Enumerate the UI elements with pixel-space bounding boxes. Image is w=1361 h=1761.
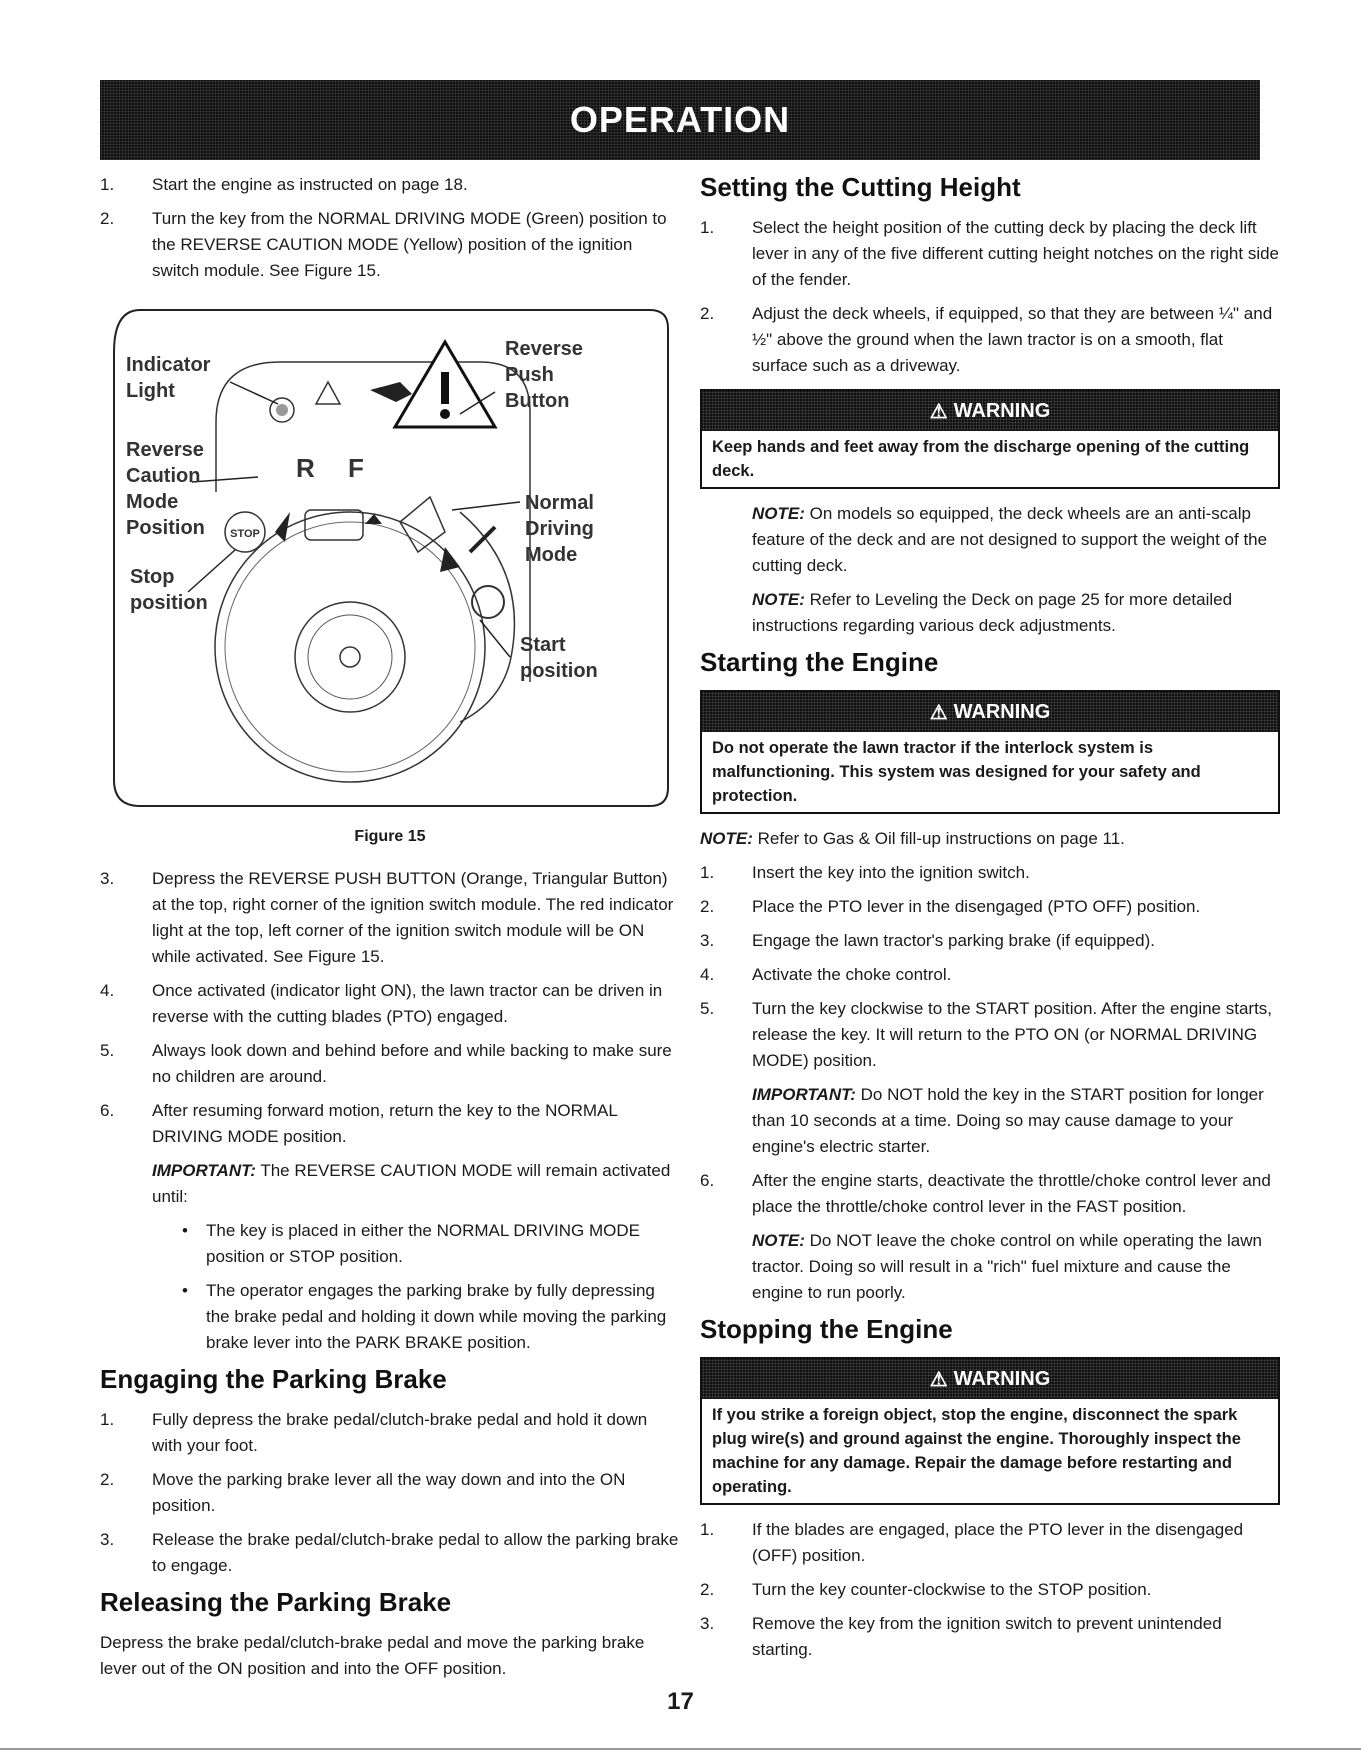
important-note: IMPORTANT: Do NOT hold the key in the START position for longer than 10 seconds at a time. Doing so may cause damage to your engine's electric starter.: [752, 1085, 1264, 1156]
cutting-steps: [700, 215, 1280, 379]
warning-text: Do not operate the lawn tractor if the interlock system is malfunctioning. This system was designed for your safety and protection.: [712, 739, 1201, 805]
list-item: 5. Always look down and behind before and while backing to make sure no children are around.: [100, 1041, 672, 1086]
mower-icon: [305, 510, 363, 540]
reverse-hand-icon: [370, 382, 412, 402]
page-title: OPERATION: [569, 99, 791, 140]
releasing-text: Depress the brake pedal/clutch-brake pedal and move the parking brake lever out of the ON position and into the OFF position.: [100, 1633, 645, 1678]
list-item: 4. Activate the choke control.: [700, 965, 952, 984]
list-item: 6. After resuming forward motion, return the key to the NORMAL DRIVING MODE position.: [100, 1101, 618, 1146]
callout-reverse-push-button: Reverse Push Button: [505, 338, 583, 412]
indicator-light-lens: [276, 404, 288, 416]
list-item: 1. Fully depress the brake pedal/clutch-brake pedal and hold it down with your foot.: [100, 1410, 648, 1455]
leader-normal-driving: [452, 502, 520, 510]
list-item: 1. If the blades are engaged, place the PTO lever in the disengaged (OFF) position.: [700, 1520, 1244, 1565]
list-item: 1. Insert the key into the ignition switch.: [700, 863, 1030, 882]
warning-text: Keep hands and feet away from the discharge opening of the cutting deck.: [712, 438, 1250, 480]
section-banner: [100, 80, 1260, 160]
list-item: 5. Turn the key clockwise to the START position. After the engine starts, release the key. It will return to the PTO ON (or NORMAL DRIVING MODE) position.: [700, 999, 1273, 1070]
steps-after: [100, 866, 680, 1150]
starting-step6: [700, 1168, 1280, 1220]
list-item: 2. Turn the key from the NORMAL DRIVING MODE (Green) position to the REVERSE CAUTION MODE (Yellow) position of the ignition switch module. See Figure 15.: [100, 209, 667, 280]
warning-header: ⚠ WARNING: [702, 1359, 1278, 1399]
callout-indicator-light: Indicator Light: [126, 354, 211, 402]
warning-header: ⚠ WARNING: [702, 692, 1278, 732]
reverse-letter: R: [296, 453, 315, 483]
list-item: 1. Start the engine as instructed on page 18.: [100, 175, 468, 194]
callout-stop-position: Stop position: [130, 566, 208, 614]
left-column: [100, 172, 680, 1682]
figure-caption: Figure 15: [354, 828, 426, 845]
warning-header: ⚠ WARNING: [702, 391, 1278, 431]
warning-box-stopping: [700, 1357, 1280, 1505]
bullet-list: [100, 1218, 680, 1356]
list-item: 2. Place the PTO lever in the disengaged (PTO OFF) position.: [700, 897, 1201, 916]
stop-badge-text: STOP: [230, 528, 260, 540]
key-slot-ring: [295, 602, 405, 712]
leader-indicator: [230, 382, 278, 404]
warning-box-cutting: [700, 389, 1280, 489]
list-item: 3. Release the brake pedal/clutch-brake pedal to allow the parking brake to engage.: [100, 1530, 679, 1575]
caution-icon: [316, 382, 340, 404]
exclamation-dot: [440, 409, 450, 419]
key-slot-ring-inner: [308, 615, 392, 699]
bullet-item: • The operator engages the parking brake by fully depressing the brake pedal and holding it down while moving the parking brake lever into the PARK BRAKE position.: [206, 1278, 680, 1356]
bottom-rule: [0, 1748, 1361, 1750]
warning-triangle-icon: ⚠: [929, 1368, 948, 1391]
exclamation-bar: [441, 372, 449, 404]
page-number: 17: [667, 1688, 694, 1715]
note: NOTE: On models so equipped, the deck wheels are an anti-scalp feature of the deck and are not designed to support the weight of the cutting deck.: [752, 504, 1268, 575]
callout-start-position: Start position: [520, 634, 598, 682]
list-item: 3. Engage the lawn tractor's parking brake (if equipped).: [700, 931, 1155, 950]
heading-releasing-parking-brake: Releasing the Parking Brake: [100, 1587, 452, 1617]
list-item: 2. Turn the key counter-clockwise to the STOP position.: [700, 1580, 1152, 1599]
warning-box-starting: [700, 690, 1280, 814]
engaging-steps: [100, 1407, 680, 1579]
steps-top: [100, 172, 680, 284]
ignition-switch-figure: [100, 302, 680, 822]
starting-steps: [700, 860, 1280, 1074]
heading-starting-engine: Starting the Engine: [700, 647, 939, 677]
warning-text: If you strike a foreign object, stop the engine, disconnect the spark plug wire(s) and ground against the engine. Thoroughly inspect the machine for any damage. Repair the damage before restarting and operating.: [712, 1406, 1241, 1496]
warning-triangle-icon: ⚠: [929, 400, 948, 423]
right-column: [700, 172, 1280, 1671]
note: NOTE: Refer to Gas & Oil fill-up instructions on page 11.: [700, 829, 1125, 848]
list-item: 4. Once activated (indicator light ON), the lawn tractor can be driven in reverse with the cutting blades (PTO) engaged.: [100, 981, 663, 1026]
list-item: 6. After the engine starts, deactivate the throttle/choke control lever and place the throttle/choke control lever in the FAST position.: [700, 1171, 1271, 1216]
plug-icon: [440, 547, 460, 572]
key-slot-icon: [340, 647, 360, 667]
note: NOTE: Refer to Leveling the Deck on page 25 for more detailed instructions regarding various deck adjustments.: [752, 590, 1233, 635]
list-item: 3. Remove the key from the ignition switch to prevent unintended starting.: [700, 1614, 1222, 1659]
heading-setting-cutting-height: Setting the Cutting Height: [700, 172, 1021, 202]
list-item: 1. Select the height position of the cutting deck by placing the deck lift lever in any of the five different cutting height notches on the right side of the fender.: [700, 218, 1280, 289]
forward-letter: F: [348, 453, 364, 483]
list-item: 2. Adjust the deck wheels, if equipped, so that they are between ¼" and ½" above the ground when the lawn tractor is on a smooth, flat surface such as a driveway.: [700, 304, 1273, 375]
stopping-steps: [700, 1517, 1280, 1663]
important-note: IMPORTANT: The REVERSE CAUTION MODE will remain activated until:: [152, 1161, 671, 1206]
heading-engaging-parking-brake: Engaging the Parking Brake: [100, 1364, 447, 1394]
warning-triangle-icon: ⚠: [929, 701, 948, 724]
heading-stopping-engine: Stopping the Engine: [700, 1314, 953, 1344]
callout-normal-driving-mode: Normal Driving Mode: [525, 492, 594, 566]
slash-mark: [470, 527, 495, 552]
bullet-item: • The key is placed in either the NORMAL DRIVING MODE position or STOP position.: [206, 1218, 680, 1270]
callout-reverse-caution-mode: Reverse Caution Mode Position: [126, 439, 205, 539]
list-item: 2. Move the parking brake lever all the way down and into the ON position.: [100, 1470, 626, 1515]
note: NOTE: Do NOT leave the choke control on while operating the lawn tractor. Doing so will result in a "rich" fuel mixture and cause the engine to run poorly.: [752, 1231, 1262, 1302]
list-item: 3. Depress the REVERSE PUSH BUTTON (Orange, Triangular Button) at the top, right corner of the ignition switch module. The red indicator light at the top, left corner of the ignition switch module will be ON while activated. See Figure 15.: [100, 869, 674, 966]
